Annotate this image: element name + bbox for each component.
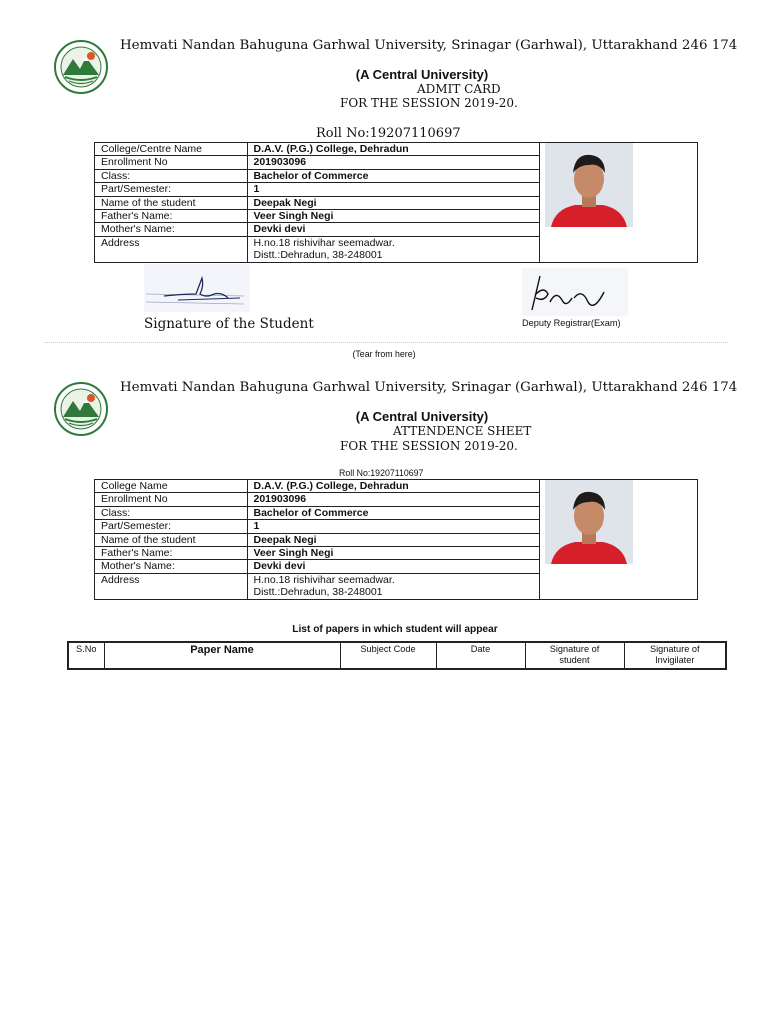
papers-header-row (68, 642, 726, 669)
address-line-1: H.no.18 rishivihar seemadwar. (253, 573, 395, 586)
attendance-sheet-section (0, 370, 768, 680)
row-label: Name of the student (95, 196, 248, 209)
photo-cell (540, 143, 698, 263)
roll-number: Roll No:19207110697 (316, 126, 461, 141)
row-label: Address (95, 573, 248, 599)
row-label: Name of the student (95, 533, 248, 546)
address-line-2: Distt.:Dehradun, 38-248001 (253, 586, 383, 599)
student-signature-label: Signature of the Student (144, 316, 314, 332)
row-label: Part/Semester: (95, 520, 248, 533)
row-value: 201903096 (247, 156, 540, 169)
col-sno: S.No (68, 642, 104, 669)
attendance-sheet-title: ATTENDENCE SHEET (393, 424, 532, 438)
col-signature-student-line2: student (559, 655, 590, 665)
admit-card-title: ADMIT CARD (417, 82, 501, 96)
university-name: Hemvati Nandan Bahuguna Garhwal University, Srinagar (Garhwal), Uttarakhand 246 174 (120, 380, 738, 395)
row-value: 1 (247, 183, 540, 196)
row-label: Enrollment No (95, 493, 248, 506)
address-line-2: Distt.:Dehradun, 38-248001 (253, 249, 383, 262)
row-value: Veer Singh Negi (247, 547, 540, 560)
session-label: FOR THE SESSION 2019-20. (340, 96, 518, 110)
row-value: Bachelor of Commerce (247, 506, 540, 519)
university-name: Hemvati Nandan Bahuguna Garhwal University, Srinagar (Garhwal), Uttarakhand 246 174 (120, 38, 738, 53)
photo-cell (540, 480, 698, 600)
row-value: D.A.V. (P.G.) College, Dehradun (247, 480, 540, 493)
row-label: Class: (95, 506, 248, 519)
table-row (95, 143, 698, 156)
row-value: 1 (247, 520, 540, 533)
student-photo (545, 480, 633, 564)
admit-card-section (0, 0, 768, 340)
row-value: Deepak Negi (247, 533, 540, 546)
row-label: College Name (95, 480, 248, 493)
col-signature-student-line1: Signature of (549, 644, 600, 654)
col-signature-invigilator (624, 642, 726, 669)
student-photo (545, 143, 633, 227)
row-label: Father's Name: (95, 547, 248, 560)
papers-table (67, 641, 727, 670)
row-label: Address (95, 236, 248, 262)
roll-number: Roll No:19207110697 (339, 468, 424, 478)
registrar-signature-image (522, 268, 628, 316)
row-value: Devki devi (247, 560, 540, 573)
row-label: College/Centre Name (95, 143, 248, 156)
session-label: FOR THE SESSION 2019-20. (340, 439, 518, 453)
address-value (247, 236, 540, 262)
row-value: Deepak Negi (247, 196, 540, 209)
row-label: Mother's Name: (95, 560, 248, 573)
col-signature-invigilator-line2: Invigilater (655, 655, 695, 665)
row-value: D.A.V. (P.G.) College, Dehradun (247, 143, 540, 156)
tear-line (44, 342, 728, 343)
tear-label: (Tear from here) (352, 349, 416, 359)
table-row (95, 480, 698, 493)
central-university-label: (A Central University) (355, 409, 489, 424)
address-value (247, 573, 540, 599)
row-value: Veer Singh Negi (247, 210, 540, 223)
papers-list-title: List of papers in which student will appear (292, 624, 498, 635)
col-subject-code: Subject Code (340, 642, 436, 669)
col-signature-student (525, 642, 624, 669)
row-label: Class: (95, 169, 248, 182)
row-value: Bachelor of Commerce (247, 169, 540, 182)
col-paper-name: Paper Name (104, 642, 340, 669)
student-info-table (94, 142, 698, 263)
deputy-registrar-label: Deputy Registrar(Exam) (522, 318, 621, 328)
row-value: Devki devi (247, 223, 540, 236)
col-date: Date (436, 642, 525, 669)
row-label: Father's Name: (95, 210, 248, 223)
row-label: Part/Semester: (95, 183, 248, 196)
row-label: Enrollment No (95, 156, 248, 169)
student-signature-image (144, 264, 250, 312)
row-value: 201903096 (247, 493, 540, 506)
row-label: Mother's Name: (95, 223, 248, 236)
central-university-label: (A Central University) (355, 67, 489, 82)
address-line-1: H.no.18 rishivihar seemadwar. (253, 236, 395, 249)
student-info-table (94, 479, 698, 600)
col-signature-invigilator-line1: Signature of (649, 644, 700, 654)
